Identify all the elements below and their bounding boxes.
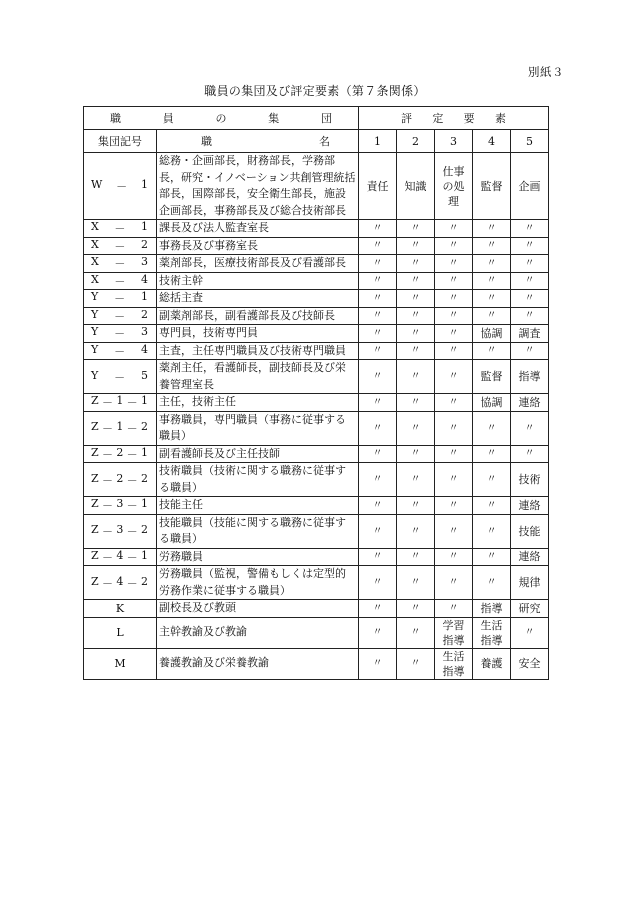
element-cell: 〃	[359, 411, 397, 445]
group-code-part: －	[126, 447, 138, 461]
group-code-cell	[84, 648, 157, 679]
group-code-part: 1	[140, 394, 148, 408]
table-row	[84, 411, 549, 445]
element-cell: 連絡	[511, 497, 549, 515]
element-cell: 〃	[473, 290, 511, 308]
group-code-part: Y	[91, 325, 99, 339]
element-cell: 〃	[435, 237, 473, 255]
header-char: 定	[432, 112, 444, 125]
group-code-part: －	[114, 344, 126, 358]
element-cell: 〃	[473, 342, 511, 360]
element-cell: 〃	[511, 220, 549, 238]
table-row	[84, 290, 549, 308]
group-code-part: Z	[91, 523, 99, 536]
element-cell: 協調	[473, 325, 511, 343]
group-code-part: －	[101, 396, 113, 410]
element-cell-line: 学習	[442, 618, 465, 632]
group-code-part: －	[126, 422, 138, 435]
element-cell: 〃	[473, 514, 511, 548]
group-code-cell	[84, 342, 157, 360]
group-code-part: Z	[91, 445, 99, 459]
group-code-part: －	[114, 327, 126, 341]
job-name-cell: 薬剤主任，看護師長，副技師長及び栄養管理室長	[157, 360, 359, 394]
element-cell: 連絡	[511, 548, 549, 566]
element-cell: 〃	[511, 237, 549, 255]
job-name-cell: 労務職員（監視，警備もしくは定型的労務作業に従事する職員）	[157, 566, 359, 600]
element-cell: 〃	[397, 445, 435, 463]
element-cell: 養護	[473, 648, 511, 679]
element-cell: 〃	[359, 307, 397, 325]
job-name-cell: 総括主査	[157, 290, 359, 308]
header-char: 素	[494, 112, 506, 125]
element-cell: 〃	[473, 566, 511, 600]
table-row	[84, 617, 549, 648]
group-code-part: K	[115, 601, 125, 615]
job-name-cell: 技能職員（技能に関する職務に従事する職員）	[157, 514, 359, 548]
group-code-cell	[84, 255, 157, 273]
group-code-part: 4	[140, 342, 148, 356]
element-cell: 〃	[435, 600, 473, 618]
element-cell: 〃	[435, 463, 473, 497]
job-name-cell: 副校長及び教頭	[157, 600, 359, 618]
evaluation-elements-header	[359, 107, 549, 130]
group-code-part: －	[126, 499, 138, 513]
element-number-header: 3	[435, 130, 473, 153]
group-code-part: Z	[91, 574, 99, 588]
element-cell: 〃	[511, 617, 549, 648]
group-code-part: 1	[141, 178, 148, 191]
element-cell: 〃	[359, 617, 397, 648]
element-cell: 〃	[511, 342, 549, 360]
element-cell: 規律	[511, 566, 549, 600]
job-name-cell: 主任，技術主任	[157, 394, 359, 412]
group-code-part: L	[116, 626, 124, 639]
element-cell: 〃	[511, 272, 549, 290]
group-code-part: －	[114, 274, 126, 288]
element-cell: 〃	[473, 411, 511, 445]
group-code-part: M	[114, 657, 126, 670]
element-cell	[435, 153, 473, 220]
element-cell: 〃	[473, 307, 511, 325]
element-cell: 調査	[511, 325, 549, 343]
group-code-cell	[84, 153, 157, 220]
element-cell: 〃	[435, 394, 473, 412]
attachment-label: 別紙３	[528, 65, 564, 79]
element-cell: 〃	[359, 600, 397, 618]
element-cell-line: 指導	[442, 664, 465, 678]
element-cell: 〃	[359, 360, 397, 394]
element-cell: 〃	[435, 445, 473, 463]
group-code-part: 2	[140, 471, 148, 485]
element-cell: 〃	[359, 648, 397, 679]
group-code-part: －	[126, 396, 138, 410]
group-code-cell	[84, 548, 157, 566]
element-cell: 〃	[397, 272, 435, 290]
group-code-part: X	[91, 255, 99, 269]
element-cell: 〃	[473, 220, 511, 238]
element-cell: 〃	[397, 600, 435, 618]
group-code-part: 2	[140, 574, 148, 588]
group-code-cell	[84, 600, 157, 618]
element-cell: 安全	[511, 648, 549, 679]
element-cell-line: 指導	[480, 633, 503, 647]
element-cell: 〃	[473, 497, 511, 515]
page-title: 職員の集団及び評定要素（第７条関係）	[204, 84, 426, 98]
group-code-part: 1	[140, 290, 148, 304]
element-cell: 〃	[511, 445, 549, 463]
group-code-cell	[84, 497, 157, 515]
element-cell: 協調	[473, 394, 511, 412]
element-cell: 〃	[397, 360, 435, 394]
table-row	[84, 445, 549, 463]
group-code-part: －	[126, 576, 138, 590]
element-number-header: 2	[397, 130, 435, 153]
element-cell: 〃	[397, 325, 435, 343]
group-code-cell	[84, 307, 157, 325]
group-code-part: 1	[116, 394, 124, 408]
group-code-part: －	[126, 550, 138, 564]
group-code-part: 5	[140, 368, 148, 382]
element-cell: 〃	[397, 566, 435, 600]
element-cell: 〃	[397, 342, 435, 360]
element-cell: 〃	[435, 307, 473, 325]
group-code-part: Z	[91, 471, 99, 485]
group-code-part: 2	[140, 523, 148, 536]
element-cell: 〃	[511, 255, 549, 273]
group-code-part: 1	[140, 497, 148, 511]
group-code-part: 3	[140, 325, 148, 339]
element-cell: 監督	[473, 360, 511, 394]
element-cell: 〃	[473, 272, 511, 290]
element-cell: 監督	[473, 153, 511, 220]
element-cell: 企画	[511, 153, 549, 220]
element-cell: 〃	[435, 272, 473, 290]
element-cell: 〃	[397, 220, 435, 238]
table-row	[84, 600, 549, 618]
group-code-part: 3	[141, 255, 148, 269]
element-cell: 指導	[511, 360, 549, 394]
group-code-part: －	[126, 525, 138, 538]
element-cell: 〃	[397, 463, 435, 497]
element-cell: 〃	[359, 342, 397, 360]
header-char: 要	[463, 112, 475, 125]
element-cell: 〃	[397, 290, 435, 308]
table-row	[84, 463, 549, 497]
element-cell: 〃	[397, 411, 435, 445]
group-code-part: Y	[91, 368, 99, 382]
job-name-cell: 専門員，技術専門員	[157, 325, 359, 343]
group-code-part: －	[114, 309, 126, 323]
element-cell: 責任	[359, 153, 397, 220]
group-code-part: W	[91, 178, 103, 191]
element-cell: 技術	[511, 463, 549, 497]
table-row	[84, 342, 549, 360]
job-name-cell: 総務・企画部長，財務部長，学務部長，研究・イノベーション共創管理統括部長，国際部長，安全衛生部長，施設企画部長，事務部長及び総合技術部長	[157, 153, 359, 220]
job-name-cell: 主査，主任専門職員及び技術専門職員	[157, 342, 359, 360]
job-name-cell: 薬剤部長，医療技術部長及び看護部長	[157, 255, 359, 273]
table-row	[84, 220, 549, 238]
job-name-header	[157, 130, 359, 153]
element-cell: 〃	[435, 514, 473, 548]
element-cell: 指導	[473, 600, 511, 618]
group-code-part: －	[101, 422, 113, 435]
table-row	[84, 566, 549, 600]
group-code-part: 2	[116, 445, 124, 459]
table-row	[84, 548, 549, 566]
element-cell: 〃	[435, 342, 473, 360]
element-cell: 〃	[435, 548, 473, 566]
table-row	[84, 237, 549, 255]
group-code-part: Y	[91, 342, 99, 356]
element-cell-line: 仕事	[442, 164, 465, 178]
job-name-cell: 副看護師長及び主任技師	[157, 445, 359, 463]
element-cell: 連絡	[511, 394, 549, 412]
job-name-cell: 技術職員（技術に関する職務に従事する職員）	[157, 463, 359, 497]
header-char: 集	[268, 112, 280, 125]
element-cell: 〃	[397, 255, 435, 273]
element-cell: 〃	[359, 445, 397, 463]
group-code-part: X	[91, 220, 99, 234]
job-name-cell: 副薬剤部長，副看護部長及び技師長	[157, 307, 359, 325]
group-code-cell	[84, 220, 157, 238]
element-cell: 〃	[511, 290, 549, 308]
element-cell: 〃	[397, 514, 435, 548]
group-code-part: Z	[91, 497, 99, 511]
element-number-header: 5	[511, 130, 549, 153]
group-code-part: －	[114, 257, 126, 271]
element-cell: 〃	[397, 237, 435, 255]
group-code-part: －	[114, 292, 126, 306]
group-code-part: 4	[116, 574, 124, 588]
element-cell: 〃	[359, 290, 397, 308]
group-code-part: 1	[140, 445, 148, 459]
group-code-part: －	[114, 222, 126, 236]
group-code-part: －	[114, 370, 126, 384]
group-code-cell	[84, 290, 157, 308]
header-char: 評	[401, 112, 412, 125]
element-cell-line: 指導	[442, 633, 465, 647]
header-char: 職	[201, 135, 212, 148]
group-code-part: －	[101, 525, 113, 538]
header-char: 員	[162, 112, 174, 125]
element-cell-line: 理	[448, 194, 459, 208]
group-code-part: 4	[141, 272, 148, 286]
table-row	[84, 394, 549, 412]
group-code-part: －	[101, 576, 113, 590]
group-code-cell	[84, 411, 157, 445]
element-cell: 〃	[435, 290, 473, 308]
element-cell: 〃	[435, 255, 473, 273]
group-code-part: －	[116, 180, 128, 193]
evaluation-table	[83, 106, 549, 680]
element-cell-line: 生活	[480, 618, 503, 632]
group-code-part: 4	[116, 548, 124, 562]
element-cell: 〃	[359, 272, 397, 290]
group-code-header: 集団記号	[84, 130, 157, 153]
element-cell: 〃	[397, 548, 435, 566]
element-cell: 〃	[473, 445, 511, 463]
group-code-part: 2	[140, 307, 148, 321]
element-cell: 〃	[435, 325, 473, 343]
element-cell: 〃	[359, 255, 397, 273]
group-code-part: Z	[91, 394, 99, 408]
element-cell: 〃	[435, 360, 473, 394]
group-code-part: －	[126, 473, 138, 487]
job-name-cell: 主幹教諭及び教諭	[157, 617, 359, 648]
element-cell	[435, 648, 473, 679]
element-cell: 〃	[397, 497, 435, 515]
group-code-part: 2	[140, 420, 148, 433]
element-cell: 〃	[359, 497, 397, 515]
element-cell: 〃	[397, 394, 435, 412]
element-cell: 〃	[435, 411, 473, 445]
element-cell: 知識	[397, 153, 435, 220]
table-row	[84, 325, 549, 343]
job-name-cell: 事務職員，専門職員（事務に従事する職員）	[157, 411, 359, 445]
group-code-cell	[84, 237, 157, 255]
element-cell: 〃	[359, 237, 397, 255]
element-cell: 〃	[397, 617, 435, 648]
job-name-cell: 労務職員	[157, 548, 359, 566]
element-cell: 〃	[473, 548, 511, 566]
element-cell: 〃	[511, 411, 549, 445]
job-name-cell: 技能主任	[157, 497, 359, 515]
group-code-cell	[84, 445, 157, 463]
group-code-part: 3	[116, 523, 124, 536]
group-code-cell	[84, 566, 157, 600]
group-code-part: －	[101, 473, 113, 487]
element-cell: 〃	[397, 648, 435, 679]
element-cell: 〃	[359, 394, 397, 412]
table-row	[84, 153, 549, 220]
group-code-part: Z	[91, 548, 99, 562]
group-code-part: 3	[116, 497, 124, 511]
element-cell-line: の処	[442, 179, 465, 193]
group-code-part: 1	[140, 548, 148, 562]
element-cell: 〃	[359, 514, 397, 548]
job-name-cell: 技術主幹	[157, 272, 359, 290]
group-code-part: Y	[91, 307, 99, 321]
element-cell: 〃	[473, 237, 511, 255]
group-code-cell	[84, 360, 157, 394]
group-code-part: Z	[91, 420, 99, 433]
group-code-cell	[84, 463, 157, 497]
element-cell: 〃	[511, 307, 549, 325]
group-code-part: Y	[91, 290, 99, 304]
group-code-part: －	[101, 447, 113, 461]
element-cell: 〃	[473, 255, 511, 273]
element-number-header: 1	[359, 130, 397, 153]
table-row	[84, 648, 549, 679]
table-row	[84, 514, 549, 548]
element-cell: 〃	[359, 463, 397, 497]
group-code-part: 1	[141, 220, 148, 234]
element-cell: 〃	[435, 497, 473, 515]
element-cell: 〃	[359, 566, 397, 600]
group-code-cell	[84, 272, 157, 290]
table-row	[84, 255, 549, 273]
group-code-cell	[84, 617, 157, 648]
group-code-part: X	[91, 272, 99, 286]
group-code-part: －	[101, 499, 113, 513]
group-code-part: X	[91, 237, 99, 251]
job-name-cell: 課長及び法人監査室長	[157, 220, 359, 238]
job-name-cell: 事務長及び事務室長	[157, 237, 359, 255]
element-cell: 〃	[473, 463, 511, 497]
group-code-part: －	[114, 239, 126, 253]
element-cell	[435, 617, 473, 648]
group-code-cell	[84, 394, 157, 412]
group-code-cell	[84, 514, 157, 548]
element-number-header: 4	[473, 130, 511, 153]
element-cell: 〃	[359, 548, 397, 566]
table-row	[84, 307, 549, 325]
group-code-cell	[84, 325, 157, 343]
job-name-cell: 養護教諭及び栄養教諭	[157, 648, 359, 679]
group-code-part: －	[101, 550, 113, 564]
header-char: 団	[321, 112, 332, 125]
element-cell: 〃	[397, 307, 435, 325]
header-char: の	[215, 112, 227, 125]
element-cell: 技能	[511, 514, 549, 548]
group-code-part: 2	[116, 471, 124, 485]
element-cell: 〃	[435, 220, 473, 238]
table-row	[84, 497, 549, 515]
element-cell: 〃	[359, 325, 397, 343]
element-cell	[473, 617, 511, 648]
table-row	[84, 360, 549, 394]
element-cell: 〃	[359, 220, 397, 238]
table-row	[84, 272, 549, 290]
group-code-part: 2	[141, 237, 148, 251]
group-code-part: 1	[116, 420, 124, 433]
header-char: 名	[319, 135, 330, 148]
header-char: 職	[110, 112, 121, 125]
header-row-2	[84, 130, 549, 153]
staff-group-header	[84, 107, 359, 130]
element-cell: 研究	[511, 600, 549, 618]
header-row-1	[84, 107, 549, 130]
element-cell: 〃	[435, 566, 473, 600]
element-cell-line: 生活	[442, 649, 465, 663]
